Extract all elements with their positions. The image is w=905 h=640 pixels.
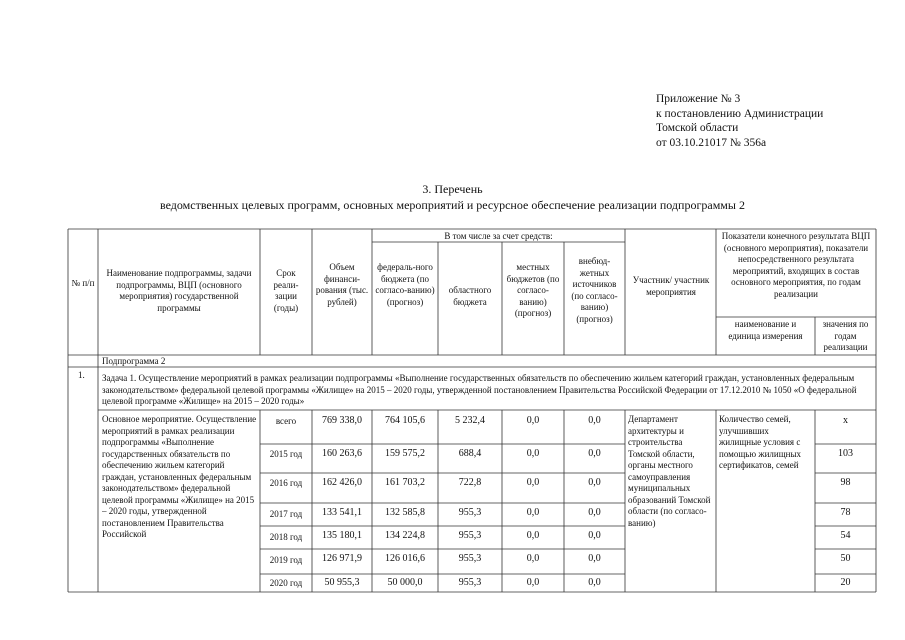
header-ind-values: значения по годам реализации bbox=[822, 319, 869, 352]
cell-volume: 135 180,1 bbox=[322, 530, 362, 541]
cell-extra: 0,0 bbox=[588, 448, 601, 459]
header-name: Наименование подпрограммы, задачи подпрограммы, ВЦП (основного мероприятия) государственной программы bbox=[106, 268, 252, 313]
cell-local: 0,0 bbox=[526, 448, 540, 459]
cell-extra: 0,0 bbox=[588, 507, 601, 518]
cell-value: 54 bbox=[840, 530, 851, 541]
cell-extra: 0,0 bbox=[588, 530, 601, 541]
cell-value: 50 bbox=[840, 553, 851, 564]
cell-volume: 769 338,0 bbox=[322, 415, 362, 426]
cell-term: 2015 год bbox=[269, 449, 303, 459]
task-num: 1. bbox=[78, 370, 85, 380]
cell-extra: 0,0 bbox=[588, 477, 601, 488]
cell-federal: 159 575,2 bbox=[385, 448, 425, 459]
cell-regional: 955,3 bbox=[458, 577, 482, 588]
cell-regional: 5 232,4 bbox=[455, 415, 485, 426]
cell-local: 0,0 bbox=[526, 415, 540, 426]
appendix-line: от 03.10.21017 № 356а bbox=[656, 136, 767, 149]
header-federal: федераль-ного бюджета (по согласо-ванию) (прогноз) bbox=[375, 262, 435, 307]
activity-name: Основное мероприятие. Осуществление мероприятий в рамках реализации подпрограммы «Выполнение государственных обязательств по обеспечению жильем категорий граждан, установленных федеральным законодательством» федеральной целевой программы «Жилище» на 2015 – 2020 годы, утвержденной постановлением Правительства Российской bbox=[102, 414, 257, 539]
document-subtitle: ведомственных целевых программ, основных мероприятий и ресурсное обеспечение реализации подпрограммы 2 bbox=[160, 198, 745, 212]
cell-volume: 162 426,0 bbox=[322, 477, 362, 488]
cell-local: 0,0 bbox=[526, 577, 540, 588]
appendix-line: к постановлению Администрации bbox=[656, 107, 824, 120]
cell-volume: 133 541,1 bbox=[322, 507, 362, 518]
activity-participant: Департамент архитектуры и строительства Томской области, органы местного самоуправления муниципальных образований Томской области (по согласо-ванию) bbox=[628, 414, 711, 528]
cell-value: 20 bbox=[840, 577, 851, 588]
cell-federal: 50 000,0 bbox=[387, 577, 423, 588]
cell-value: 98 bbox=[840, 477, 851, 488]
cell-volume: 50 955,3 bbox=[324, 577, 360, 588]
cell-federal: 132 585,8 bbox=[385, 507, 425, 518]
cell-term: всего bbox=[275, 416, 297, 426]
header-num: № п/п bbox=[71, 278, 95, 288]
cell-extra: 0,0 bbox=[588, 553, 601, 564]
cell-federal: 134 224,8 bbox=[385, 530, 425, 541]
cell-volume: 126 971,9 bbox=[322, 553, 362, 564]
document-title: 3. Перечень bbox=[422, 182, 483, 196]
cell-regional: 688,4 bbox=[458, 448, 482, 459]
cell-value: х bbox=[843, 415, 848, 426]
subprogram-label: Подпрограмма 2 bbox=[102, 356, 166, 366]
cell-federal: 764 105,6 bbox=[385, 415, 425, 426]
header-extra: внебюд-жетных источников (по согласо-ванию) (прогноз) bbox=[571, 256, 618, 324]
cell-regional: 722,8 bbox=[458, 477, 482, 488]
header-volume: Объем финанси-рования (тыс. рублей) bbox=[315, 262, 369, 307]
task-text: Задача 1. Осуществление мероприятий в рамках реализации подпрограммы «Выполнение государственных обязательств по обеспечению жильем категорий граждан, установленных федеральным законодательством» федеральной целевой программы «Жилище» на 2015 – 2020 годы, утвержденной постановлением Правительства Российской Федерации от 17.12.2010 № 1050 «О федеральной целевой программе «Жилище» на 2015 – 2020 годы» bbox=[102, 373, 857, 406]
cell-regional: 955,3 bbox=[458, 530, 482, 541]
cell-local: 0,0 bbox=[526, 530, 540, 541]
header-incl: В том числе за счет средств: bbox=[444, 231, 553, 241]
cell-volume: 160 263,6 bbox=[322, 448, 362, 459]
cell-extra: 0,0 bbox=[588, 577, 601, 588]
cell-local: 0,0 bbox=[526, 477, 540, 488]
activity-indicator: Количество семей, улучшивших жилищные условия с помощью жилищных сертификатов, семей bbox=[719, 414, 801, 470]
header-regional: областного бюджета bbox=[448, 285, 492, 307]
cell-federal: 161 703,2 bbox=[385, 477, 425, 488]
appendix-block bbox=[656, 92, 823, 150]
header-participant: Участник/ участник мероприятия bbox=[632, 275, 710, 297]
header-local: местных бюджетов (по согласо-ванию) (прогноз) bbox=[506, 262, 560, 318]
cell-value: 103 bbox=[838, 448, 853, 459]
cell-term: 2016 год bbox=[269, 478, 303, 488]
cell-regional: 955,3 bbox=[458, 507, 482, 518]
cell-value: 78 bbox=[840, 507, 851, 518]
cell-term: 2017 год bbox=[269, 509, 303, 519]
cell-term: 2020 год bbox=[269, 578, 303, 588]
appendix-line: Томской области bbox=[656, 122, 739, 134]
appendix-line: Приложение № 3 bbox=[656, 93, 741, 105]
cell-local: 0,0 bbox=[526, 507, 540, 518]
cell-regional: 955,3 bbox=[458, 553, 482, 564]
header-indicators: Показатели конечного результата ВЦП (основного мероприятия), показатели непосредственного результата мероприятий, входящих в состав основного мероприятия, по годам реализации bbox=[721, 231, 871, 299]
cell-term: 2018 год bbox=[269, 532, 303, 542]
header-term: Срок реали-зации (годы) bbox=[273, 268, 299, 313]
cell-extra: 0,0 bbox=[588, 415, 601, 426]
cell-term: 2019 год bbox=[269, 555, 303, 565]
header-ind-name: наименование и единица измерения bbox=[728, 319, 803, 341]
cell-local: 0,0 bbox=[526, 553, 540, 564]
cell-federal: 126 016,6 bbox=[385, 553, 425, 564]
